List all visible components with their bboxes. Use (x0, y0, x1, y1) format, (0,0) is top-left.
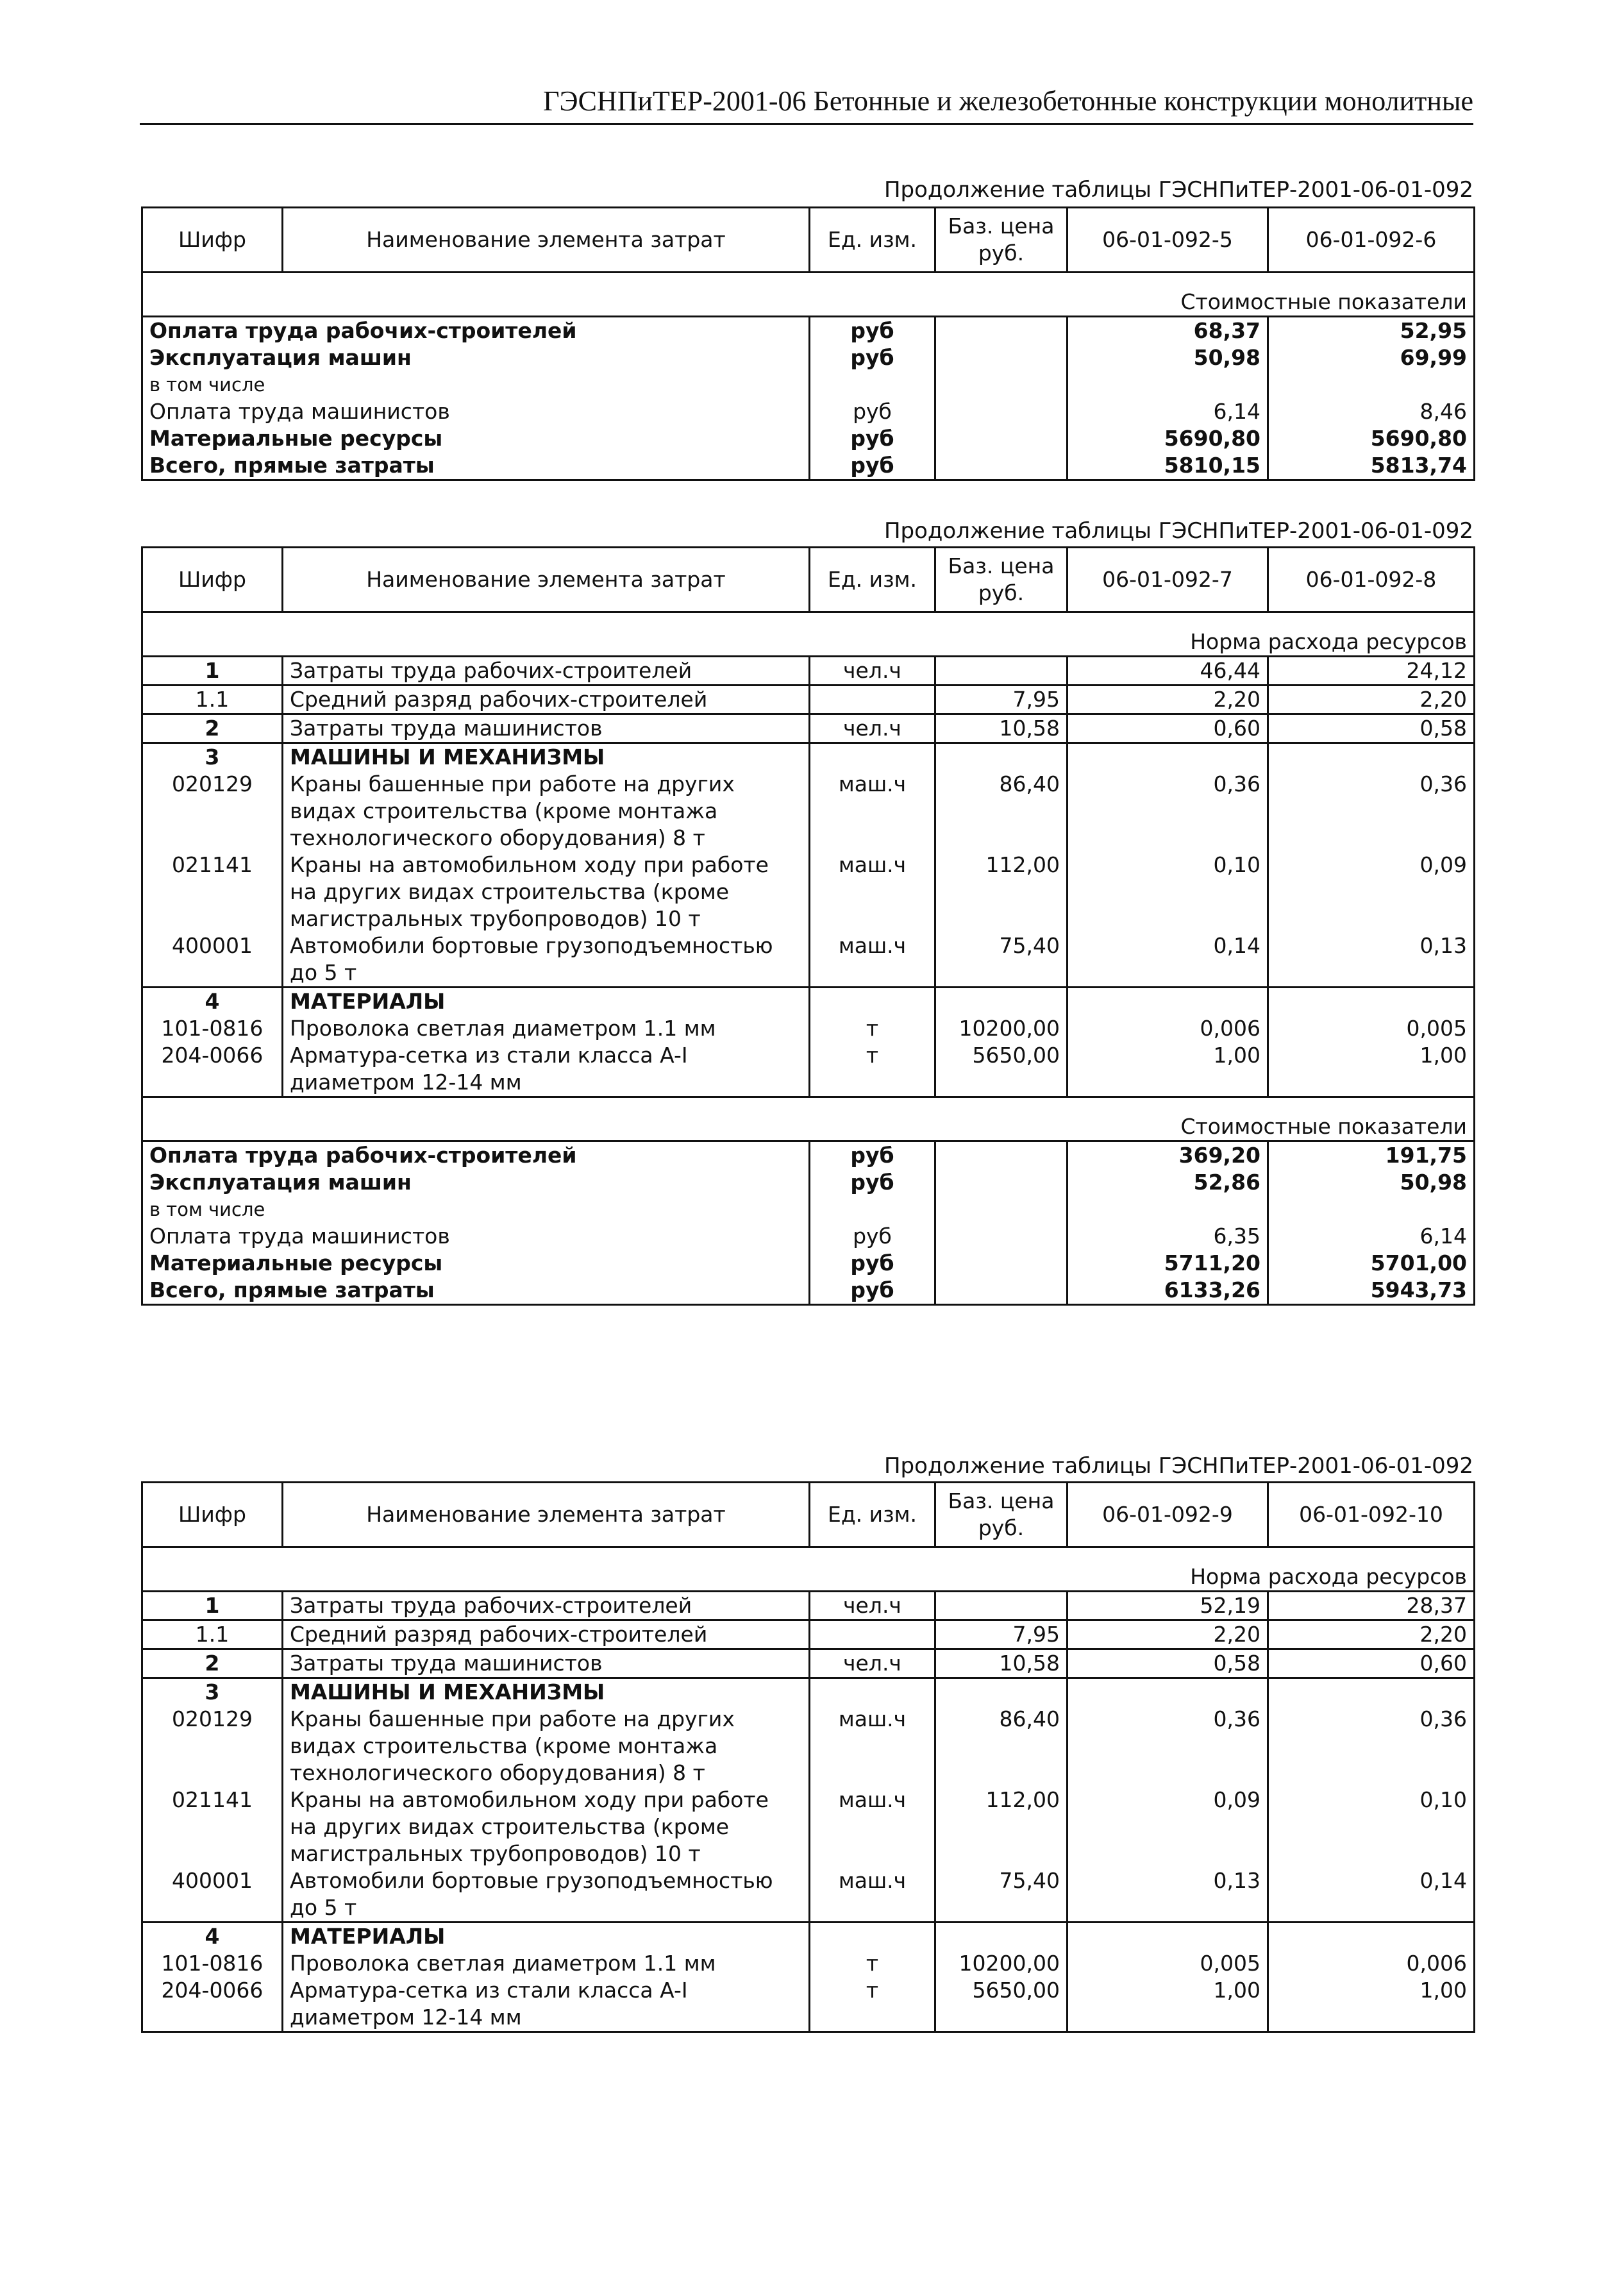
row-name: МАТЕРИАЛЫ (283, 988, 810, 1016)
table2-caption: Продолжение таблицы ГЭСНПиТЕР-2001-06-01-092 (883, 518, 1473, 544)
section-title: Стоимостные показатели (142, 273, 1475, 317)
row-name: Арматура-сетка из стали класса A-I диаметром 12-14 мм (283, 1042, 810, 1097)
row-unit: чел.ч (810, 1592, 935, 1620)
row-name: МАШИНЫ И МЕХАНИЗМЫ (283, 1678, 810, 1706)
col-header-code: Шифр (142, 548, 283, 612)
row-code: 204-0066 (142, 1977, 283, 2032)
row-code: 3 (142, 743, 283, 771)
row-name: Проволока светлая диаметром 1.1 мм (283, 1950, 810, 1977)
row-value-b: 0,13 (1268, 932, 1475, 988)
row-name: Автомобили бортовые грузоподъемностью до 5 т (283, 1867, 810, 1923)
table-row (142, 1042, 1475, 1097)
row-value-a: 1,00 (1067, 1977, 1268, 2032)
table-row (142, 1592, 1475, 1620)
col-header-a: 06-01-092-5 (1067, 208, 1268, 273)
table-row (142, 1620, 1475, 1649)
row-name: Арматура-сетка из стали класса A-I диаметром 12-14 мм (283, 1977, 810, 2032)
row-value-b: 0,58 (1268, 714, 1475, 743)
cost-value-a: 6133,26 (1067, 1277, 1268, 1305)
table-row (142, 1706, 1475, 1787)
table2 (141, 546, 1475, 1306)
table2-row-materials (142, 1250, 1475, 1277)
table3-header-row (142, 1483, 1475, 1547)
table2-row-operators (142, 1223, 1475, 1250)
cost-value-a: 369,20 (1067, 1141, 1268, 1170)
row-code: 101-0816 (142, 1950, 283, 1977)
row-name: МАТЕРИАЛЫ (283, 1923, 810, 1951)
cost-value-a: 6,14 (1067, 398, 1268, 425)
col-header-a: 06-01-092-7 (1067, 548, 1268, 612)
row-unit: маш.ч (810, 1787, 935, 1867)
cost-value-a: 5810,15 (1067, 452, 1268, 480)
row-unit: чел.ч (810, 1649, 935, 1678)
page-header-title: ГЭСНПиТЕР-2001-06 Бетонные и железобетонные конструкции монолитные (543, 85, 1473, 117)
row-unit: т (810, 1950, 935, 1977)
col-header-a: 06-01-092-9 (1067, 1483, 1268, 1547)
col-header-price: Баз. цена руб. (935, 548, 1067, 612)
cost-unit: руб (810, 1250, 935, 1277)
table1-row-total (142, 452, 1475, 480)
cost-unit: руб (810, 398, 935, 425)
row-value-b: 0,09 (1268, 852, 1475, 932)
row-code: 1 (142, 1592, 283, 1620)
row-value-b: 1,00 (1268, 1977, 1475, 2032)
section-title: Норма расхода ресурсов (142, 612, 1475, 657)
row-unit: чел.ч (810, 714, 935, 743)
cost-value-b: 191,75 (1268, 1141, 1475, 1170)
row-value-a: 1,00 (1067, 1042, 1268, 1097)
row-name: Затраты труда рабочих-строителей (283, 1592, 810, 1620)
cost-value-b: 69,99 (1268, 344, 1475, 371)
table2-section-norm (142, 612, 1475, 657)
section-row-materials (142, 1923, 1475, 1951)
row-price: 10,58 (935, 714, 1067, 743)
cost-label: Оплата труда рабочих-строителей (142, 317, 810, 345)
row-price: 10200,00 (935, 1950, 1067, 1977)
row-value-b: 0,60 (1268, 1649, 1475, 1678)
cost-value-b: 52,95 (1268, 317, 1475, 345)
col-header-b: 06-01-092-8 (1268, 548, 1475, 612)
section-row-machines (142, 743, 1475, 771)
table1-row-including (142, 371, 1475, 398)
row-price: 5650,00 (935, 1977, 1067, 2032)
row-value-b: 0,005 (1268, 1015, 1475, 1042)
row-price: 7,95 (935, 686, 1067, 714)
cost-value-b: 5690,80 (1268, 425, 1475, 452)
row-value-a: 0,005 (1067, 1950, 1268, 1977)
col-header-name: Наименование элемента затрат (283, 1483, 810, 1547)
col-header-b: 06-01-092-6 (1268, 208, 1475, 273)
row-unit: т (810, 1015, 935, 1042)
cost-label: в том числе (142, 371, 810, 398)
row-value-a: 0,36 (1067, 1706, 1268, 1787)
cost-value-a: 6,35 (1067, 1223, 1268, 1250)
cost-label: Оплата труда машинистов (142, 1223, 810, 1250)
col-header-price: Баз. цена руб. (935, 1483, 1067, 1547)
row-value-a: 52,19 (1067, 1592, 1268, 1620)
row-value-a: 2,20 (1067, 686, 1268, 714)
row-value-b: 0,36 (1268, 771, 1475, 852)
cost-unit: руб (810, 1141, 935, 1170)
cost-value-a: 68,37 (1067, 317, 1268, 345)
row-name: Средний разряд рабочих-строителей (283, 1620, 810, 1649)
cost-value-b: 5701,00 (1268, 1250, 1475, 1277)
table2-row-labor (142, 1141, 1475, 1170)
table1-row-operators (142, 398, 1475, 425)
row-value-b: 1,00 (1268, 1042, 1475, 1097)
section-title: Стоимостные показатели (142, 1097, 1475, 1141)
row-code: 021141 (142, 852, 283, 932)
cost-unit: руб (810, 1169, 935, 1196)
row-value-a: 0,58 (1067, 1649, 1268, 1678)
row-price: 112,00 (935, 1787, 1067, 1867)
cost-unit: руб (810, 344, 935, 371)
col-header-name: Наименование элемента затрат (283, 208, 810, 273)
row-code: 2 (142, 1649, 283, 1678)
table-row (142, 1950, 1475, 1977)
cost-label: в том числе (142, 1196, 810, 1223)
table3-section-norm (142, 1547, 1475, 1592)
row-price: 10200,00 (935, 1015, 1067, 1042)
row-unit: маш.ч (810, 771, 935, 852)
row-code: 101-0816 (142, 1015, 283, 1042)
cost-value-a: 52,86 (1067, 1169, 1268, 1196)
row-code: 204-0066 (142, 1042, 283, 1097)
table-row (142, 771, 1475, 852)
cost-value-b: 6,14 (1268, 1223, 1475, 1250)
row-price: 5650,00 (935, 1042, 1067, 1097)
table-row (142, 852, 1475, 932)
row-unit: маш.ч (810, 1867, 935, 1923)
row-name: Краны башенные при работе на других видах строительства (кроме монтажа технологического оборудования) 8 т (283, 771, 810, 852)
cost-unit: руб (810, 1277, 935, 1305)
row-code: 3 (142, 1678, 283, 1706)
table1-section-cost (142, 273, 1475, 317)
row-name: Краны башенные при работе на других видах строительства (кроме монтажа технологического оборудования) 8 т (283, 1706, 810, 1787)
row-price: 75,40 (935, 932, 1067, 988)
table-row (142, 657, 1475, 686)
table2-row-machines (142, 1169, 1475, 1196)
cost-value-a: 50,98 (1067, 344, 1268, 371)
row-value-a: 2,20 (1067, 1620, 1268, 1649)
row-code: 1 (142, 657, 283, 686)
header-divider (140, 123, 1473, 125)
cost-unit: руб (810, 452, 935, 480)
table-row (142, 1015, 1475, 1042)
row-value-b: 2,20 (1268, 686, 1475, 714)
row-name: Средний разряд рабочих-строителей (283, 686, 810, 714)
table3 (141, 1481, 1475, 2033)
row-value-a: 46,44 (1067, 657, 1268, 686)
table1-row-machines (142, 344, 1475, 371)
row-code: 400001 (142, 1867, 283, 1923)
row-unit: т (810, 1042, 935, 1097)
table-row (142, 1787, 1475, 1867)
table-row (142, 1649, 1475, 1678)
col-header-unit: Ед. изм. (810, 1483, 935, 1547)
col-header-price: Баз. цена руб. (935, 208, 1067, 273)
cost-label: Всего, прямые затраты (142, 452, 810, 480)
cost-unit: руб (810, 425, 935, 452)
row-price: 75,40 (935, 1867, 1067, 1923)
row-name: Затраты труда рабочих-строителей (283, 657, 810, 686)
row-value-a: 0,14 (1067, 932, 1268, 988)
table3-caption: Продолжение таблицы ГЭСНПиТЕР-2001-06-01-092 (883, 1453, 1473, 1479)
row-unit: чел.ч (810, 657, 935, 686)
row-unit: т (810, 1977, 935, 2032)
cost-value-a: 5711,20 (1067, 1250, 1268, 1277)
row-code: 2 (142, 714, 283, 743)
table1-row-labor (142, 317, 1475, 345)
row-price: 7,95 (935, 1620, 1067, 1649)
table1-row-materials (142, 425, 1475, 452)
row-name: МАШИНЫ И МЕХАНИЗМЫ (283, 743, 810, 771)
col-header-b: 06-01-092-10 (1268, 1483, 1475, 1547)
row-value-a: 0,60 (1067, 714, 1268, 743)
cost-unit: руб (810, 1223, 935, 1250)
row-value-b: 28,37 (1268, 1592, 1475, 1620)
cost-label: Оплата труда машинистов (142, 398, 810, 425)
table2-section-cost (142, 1097, 1475, 1141)
row-unit: маш.ч (810, 1706, 935, 1787)
cost-value-b: 8,46 (1268, 398, 1475, 425)
cost-label: Материальные ресурсы (142, 425, 810, 452)
row-name: Краны на автомобильном ходу при работе на других видах строительства (кроме магистральных трубопроводов) 10 т (283, 852, 810, 932)
row-value-a: 0,36 (1067, 771, 1268, 852)
cost-label: Эксплуатация машин (142, 344, 810, 371)
row-code: 4 (142, 1923, 283, 1951)
section-row-materials (142, 988, 1475, 1016)
row-name: Краны на автомобильном ходу при работе на других видах строительства (кроме магистральных трубопроводов) 10 т (283, 1787, 810, 1867)
row-code: 020129 (142, 771, 283, 852)
row-value-b: 2,20 (1268, 1620, 1475, 1649)
table-row (142, 1867, 1475, 1923)
table2-header-row (142, 548, 1475, 612)
cost-label: Материальные ресурсы (142, 1250, 810, 1277)
cost-unit: руб (810, 317, 935, 345)
table-row (142, 714, 1475, 743)
cost-value-b: 5813,74 (1268, 452, 1475, 480)
row-value-b: 0,10 (1268, 1787, 1475, 1867)
row-code: 4 (142, 988, 283, 1016)
row-value-b: 24,12 (1268, 657, 1475, 686)
cost-value-b: 50,98 (1268, 1169, 1475, 1196)
row-value-a: 0,09 (1067, 1787, 1268, 1867)
row-price: 112,00 (935, 852, 1067, 932)
table1 (141, 206, 1475, 481)
row-code: 1.1 (142, 686, 283, 714)
col-header-unit: Ед. изм. (810, 208, 935, 273)
row-value-a: 0,13 (1067, 1867, 1268, 1923)
row-value-b: 0,006 (1268, 1950, 1475, 1977)
row-unit: маш.ч (810, 932, 935, 988)
row-price: 86,40 (935, 1706, 1067, 1787)
row-value-b: 0,36 (1268, 1706, 1475, 1787)
section-row-machines (142, 1678, 1475, 1706)
section-title: Норма расхода ресурсов (142, 1547, 1475, 1592)
col-header-name: Наименование элемента затрат (283, 548, 810, 612)
row-code: 020129 (142, 1706, 283, 1787)
cost-label: Всего, прямые затраты (142, 1277, 810, 1305)
table-row (142, 686, 1475, 714)
cost-label: Эксплуатация машин (142, 1169, 810, 1196)
row-unit: маш.ч (810, 852, 935, 932)
col-header-unit: Ед. изм. (810, 548, 935, 612)
row-price: 86,40 (935, 771, 1067, 852)
cost-label: Оплата труда рабочих-строителей (142, 1141, 810, 1170)
row-name: Автомобили бортовые грузоподъемностью до 5 т (283, 932, 810, 988)
table2-row-including (142, 1196, 1475, 1223)
row-name: Затраты труда машинистов (283, 714, 810, 743)
row-code: 021141 (142, 1787, 283, 1867)
row-code: 1.1 (142, 1620, 283, 1649)
row-name: Проволока светлая диаметром 1.1 мм (283, 1015, 810, 1042)
cost-value-a: 5690,80 (1067, 425, 1268, 452)
table1-caption: Продолжение таблицы ГЭСНПиТЕР-2001-06-01-092 (883, 177, 1473, 203)
row-value-b: 0,14 (1268, 1867, 1475, 1923)
col-header-code: Шифр (142, 1483, 283, 1547)
table-row (142, 932, 1475, 988)
col-header-code: Шифр (142, 208, 283, 273)
table-row (142, 1977, 1475, 2032)
row-price: 10,58 (935, 1649, 1067, 1678)
table2-row-total (142, 1277, 1475, 1305)
row-value-a: 0,006 (1067, 1015, 1268, 1042)
row-code: 400001 (142, 932, 283, 988)
row-name: Затраты труда машинистов (283, 1649, 810, 1678)
cost-value-b: 5943,73 (1268, 1277, 1475, 1305)
table1-header-row (142, 208, 1475, 273)
row-value-a: 0,10 (1067, 852, 1268, 932)
